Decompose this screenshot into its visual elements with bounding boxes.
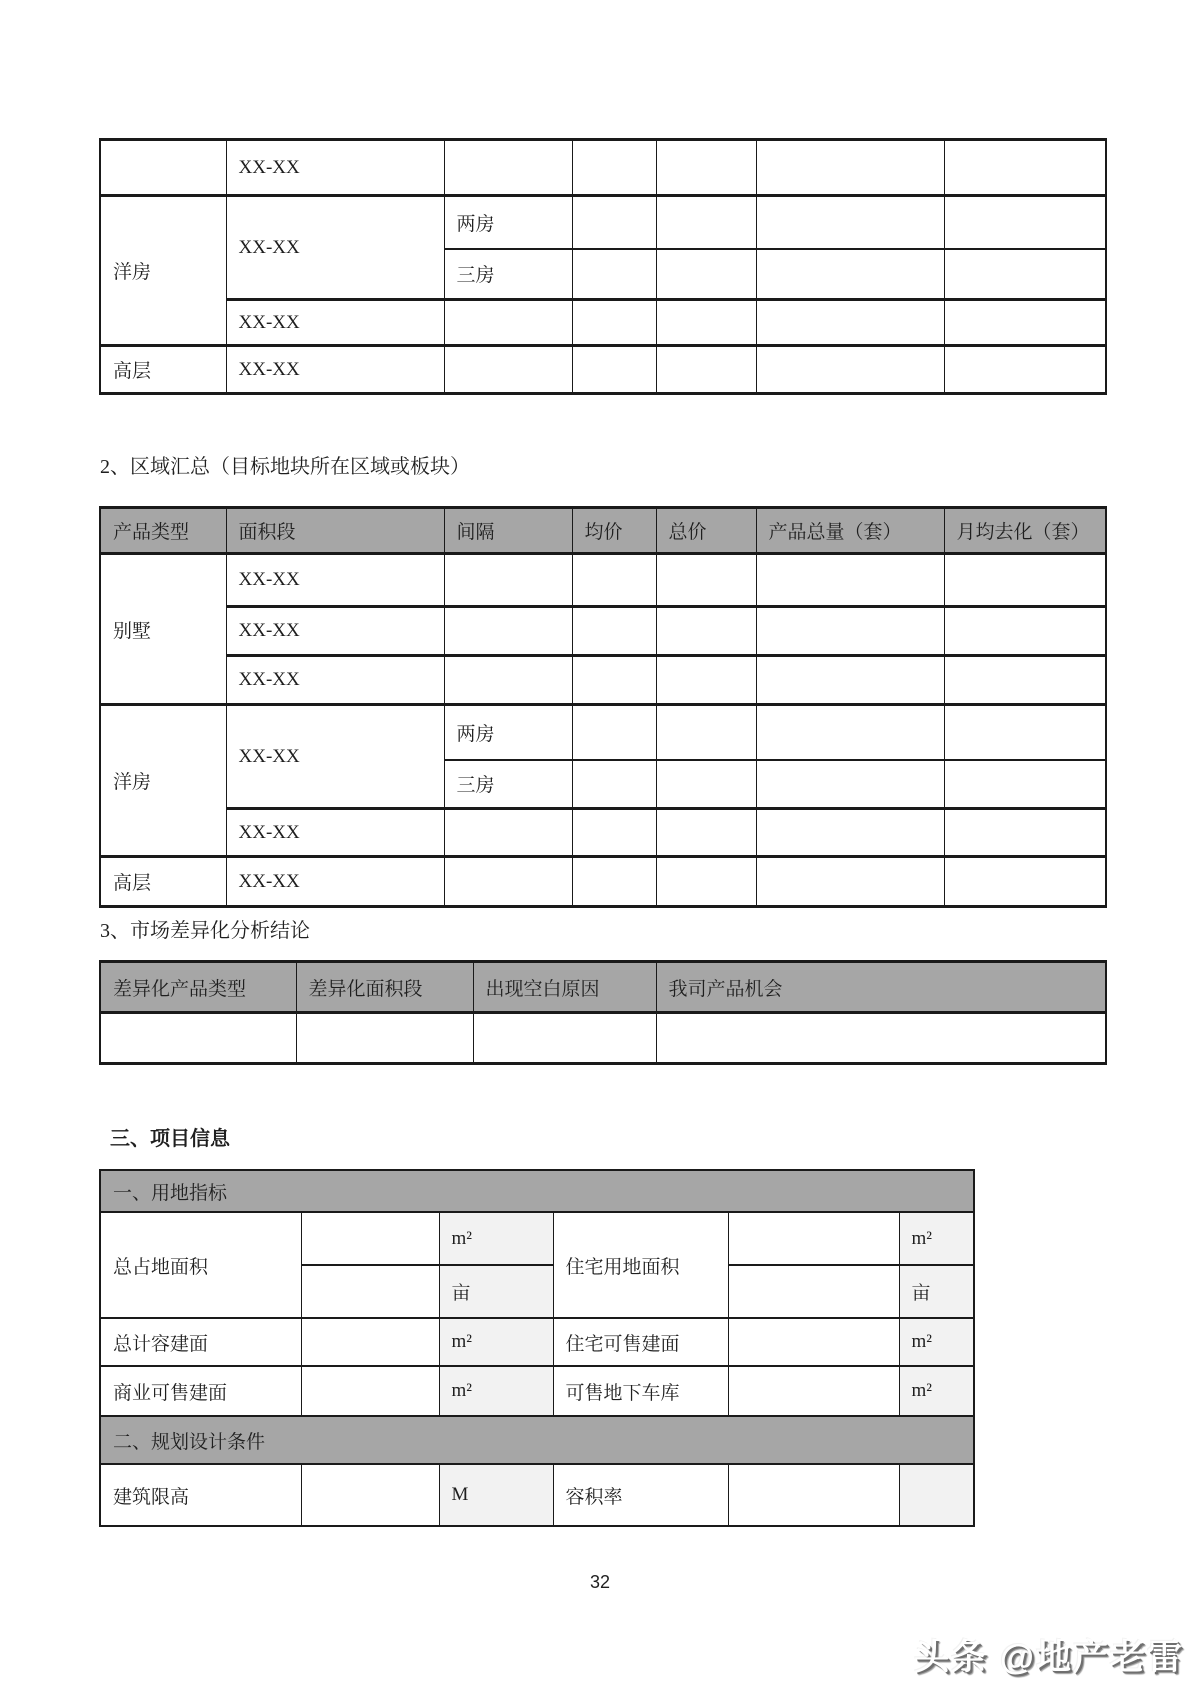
area-range-cell: XX-XX <box>226 809 444 857</box>
table-row <box>100 554 1106 607</box>
empty-cell <box>100 1013 296 1064</box>
product-type-cell: 高层 <box>100 346 226 394</box>
table-row <box>100 809 1106 857</box>
empty-cell <box>572 196 656 249</box>
empty-cell <box>944 140 1106 196</box>
column-header-total-units: 产品总量（套） <box>756 508 944 554</box>
field-label-building-height-limit: 建筑限高 <box>100 1464 301 1526</box>
empty-cell <box>572 857 656 907</box>
column-header-our-opportunity: 我司产品机会 <box>656 962 1106 1013</box>
empty-cell <box>756 809 944 857</box>
empty-cell <box>444 607 572 656</box>
unit-cell-sqm: m² <box>439 1366 553 1416</box>
empty-cell <box>756 760 944 809</box>
empty-value-cell <box>728 1366 899 1416</box>
product-type-cell: 别墅 <box>100 554 226 705</box>
empty-cell <box>944 554 1106 607</box>
field-label-plot-ratio: 容积率 <box>553 1464 728 1526</box>
empty-cell <box>100 140 226 196</box>
area-range-cell: XX-XX <box>226 705 444 809</box>
table-row <box>100 1013 1106 1064</box>
field-label-residential-land-area: 住宅用地面积 <box>553 1212 728 1318</box>
table-row <box>100 857 1106 907</box>
empty-cell <box>572 140 656 196</box>
differentiation-table <box>99 960 1107 1065</box>
empty-cell <box>656 1013 1106 1064</box>
subsection-header-row <box>100 1416 974 1464</box>
empty-cell <box>944 196 1106 249</box>
column-header-product-type: 产品类型 <box>100 508 226 554</box>
table-row <box>100 1366 974 1416</box>
product-type-cell: 高层 <box>100 857 226 907</box>
empty-cell <box>944 300 1106 346</box>
unit-cell-mu: 亩 <box>899 1265 974 1318</box>
empty-cell <box>656 760 756 809</box>
area-range-cell: XX-XX <box>226 346 444 394</box>
table-row <box>100 607 1106 656</box>
table-row <box>100 346 1106 394</box>
empty-value-cell <box>728 1265 899 1318</box>
watermark: 头条 @地产老雷 <box>914 1638 1184 1677</box>
column-header-total-price: 总价 <box>656 508 756 554</box>
empty-cell <box>656 249 756 300</box>
empty-cell <box>944 809 1106 857</box>
empty-cell <box>444 346 572 394</box>
empty-cell <box>756 656 944 705</box>
empty-cell <box>944 857 1106 907</box>
empty-cell <box>656 656 756 705</box>
layout-cell: 三房 <box>444 760 572 809</box>
table-row <box>100 140 1106 196</box>
empty-cell <box>444 809 572 857</box>
unit-cell-m: M <box>439 1464 553 1526</box>
empty-cell <box>656 346 756 394</box>
empty-cell <box>944 656 1106 705</box>
area-range-cell: XX-XX <box>226 607 444 656</box>
table-row <box>100 300 1106 346</box>
empty-value-cell <box>301 1318 439 1366</box>
empty-cell <box>572 346 656 394</box>
empty-cell <box>572 656 656 705</box>
empty-cell <box>756 249 944 300</box>
empty-cell <box>756 140 944 196</box>
table-header-row <box>100 962 1106 1013</box>
field-label-total-land-area: 总占地面积 <box>100 1212 301 1318</box>
empty-cell <box>572 249 656 300</box>
empty-cell <box>756 607 944 656</box>
empty-cell <box>944 607 1106 656</box>
product-type-cell: 洋房 <box>100 196 226 346</box>
unit-cell-mu: 亩 <box>439 1265 553 1318</box>
empty-unit-cell <box>899 1464 974 1526</box>
subsection-header-planning: 二、规划设计条件 <box>100 1416 974 1464</box>
table-row <box>100 1212 974 1265</box>
empty-cell <box>656 196 756 249</box>
empty-cell <box>572 705 656 760</box>
area-range-cell: XX-XX <box>226 140 444 196</box>
table-row <box>100 705 1106 760</box>
empty-cell <box>944 760 1106 809</box>
column-header-area-range: 面积段 <box>226 508 444 554</box>
layout-cell: 两房 <box>444 705 572 760</box>
empty-cell <box>444 300 572 346</box>
empty-value-cell <box>301 1464 439 1526</box>
page-number: 32 <box>589 1572 611 1592</box>
empty-cell <box>656 705 756 760</box>
regional-summary-table <box>99 506 1107 908</box>
empty-value-cell <box>728 1464 899 1526</box>
empty-cell <box>756 196 944 249</box>
empty-cell <box>572 300 656 346</box>
project-info-table <box>99 1169 975 1527</box>
field-label-commercial-saleable-area: 商业可售建面 <box>100 1366 301 1416</box>
empty-cell <box>756 554 944 607</box>
layout-cell: 三房 <box>444 249 572 300</box>
subsection-header-row <box>100 1170 974 1212</box>
empty-cell <box>944 346 1106 394</box>
empty-cell <box>944 705 1106 760</box>
empty-value-cell <box>301 1366 439 1416</box>
section-2-title: 2、区域汇总（目标地块所在区域或板块） <box>100 456 470 478</box>
empty-cell <box>572 554 656 607</box>
unit-cell-sqm: m² <box>899 1318 974 1366</box>
empty-cell <box>572 809 656 857</box>
empty-cell <box>444 656 572 705</box>
subsection-header-land: 一、用地指标 <box>100 1170 974 1212</box>
empty-cell <box>656 607 756 656</box>
empty-cell <box>444 554 572 607</box>
unit-cell-sqm: m² <box>899 1212 974 1265</box>
empty-cell <box>572 607 656 656</box>
field-label-total-capacity-area: 总计容建面 <box>100 1318 301 1366</box>
layout-cell: 两房 <box>444 196 572 249</box>
column-header-monthly-sales: 月均去化（套） <box>944 508 1106 554</box>
empty-cell <box>656 857 756 907</box>
product-summary-table-continuation <box>99 138 1107 395</box>
empty-cell <box>656 140 756 196</box>
table-row <box>100 1318 974 1366</box>
empty-cell <box>944 249 1106 300</box>
table-row <box>100 656 1106 705</box>
empty-cell <box>444 857 572 907</box>
column-header-layout: 间隔 <box>444 508 572 554</box>
column-header-diff-area-range: 差异化面积段 <box>296 962 473 1013</box>
empty-cell <box>473 1013 656 1064</box>
column-header-avg-price: 均价 <box>572 508 656 554</box>
empty-cell <box>656 554 756 607</box>
table-row <box>100 1464 974 1526</box>
product-type-cell: 洋房 <box>100 705 226 857</box>
column-header-diff-product-type: 差异化产品类型 <box>100 962 296 1013</box>
empty-cell <box>756 705 944 760</box>
empty-cell <box>444 140 572 196</box>
field-label-residential-saleable-area: 住宅可售建面 <box>553 1318 728 1366</box>
empty-cell <box>656 300 756 346</box>
empty-value-cell <box>301 1212 439 1265</box>
area-range-cell: XX-XX <box>226 554 444 607</box>
column-header-gap-reason: 出现空白原因 <box>473 962 656 1013</box>
unit-cell-sqm: m² <box>439 1318 553 1366</box>
area-range-cell: XX-XX <box>226 300 444 346</box>
empty-cell <box>756 857 944 907</box>
area-range-cell: XX-XX <box>226 857 444 907</box>
empty-cell <box>296 1013 473 1064</box>
empty-cell <box>756 300 944 346</box>
unit-cell-sqm: m² <box>899 1366 974 1416</box>
section-3-title: 3、市场差异化分析结论 <box>100 920 310 942</box>
empty-cell <box>756 346 944 394</box>
table-header-row <box>100 508 1106 554</box>
empty-cell <box>656 809 756 857</box>
empty-value-cell <box>301 1265 439 1318</box>
empty-value-cell <box>728 1318 899 1366</box>
field-label-saleable-garage: 可售地下车库 <box>553 1366 728 1416</box>
empty-value-cell <box>728 1212 899 1265</box>
project-info-title: 三、项目信息 <box>110 1128 230 1150</box>
table-row <box>100 196 1106 249</box>
empty-cell <box>572 760 656 809</box>
area-range-cell: XX-XX <box>226 196 444 300</box>
unit-cell-sqm: m² <box>439 1212 553 1265</box>
area-range-cell: XX-XX <box>226 656 444 705</box>
